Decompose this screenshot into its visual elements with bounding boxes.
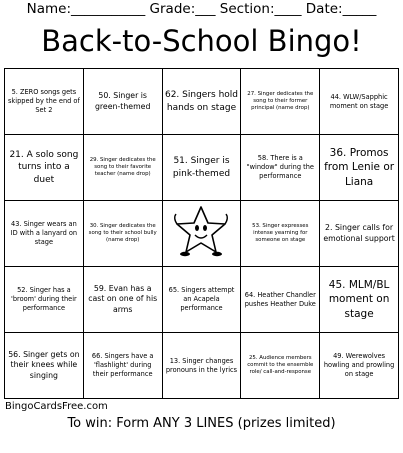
bingo-cell-text: 29. Singer dedicates the song to their favorite teacher (name drop) <box>89 156 156 178</box>
bingo-cell <box>241 201 320 267</box>
bingo-cell-text: 27. Singer dedicates the song to their former principal (name drop) <box>247 90 314 112</box>
bingo-cell-text: 62. Singers hold hands on stage <box>164 90 238 113</box>
bingo-cell <box>163 69 242 135</box>
bingo-cell <box>5 333 84 399</box>
win-rule: To win: Form ANY 3 LINES (prizes limited) <box>67 416 336 431</box>
bingo-cell-text: 64. Heather Chandler pushes Heather Duke <box>244 290 316 308</box>
bingo-cell <box>5 201 84 267</box>
bingo-cell-text: 43. Singer wears an ID with a lanyard on stage <box>10 220 78 246</box>
bingo-cell <box>320 135 399 201</box>
bingo-cell-text: 2. Singer calls for emotional support <box>323 222 395 243</box>
site-credit: BingoCardsFree.com <box>5 401 108 412</box>
bingo-cell <box>163 267 242 333</box>
bingo-cell-text: 59. Evan has a cast on one of his arms <box>88 283 158 314</box>
bingo-cell <box>320 267 399 333</box>
bingo-cell <box>320 69 399 135</box>
bingo-grid <box>4 68 399 399</box>
bingo-cell <box>320 201 399 267</box>
bingo-cell <box>84 201 163 267</box>
bingo-cell <box>84 333 163 399</box>
bingo-cell <box>320 333 399 399</box>
bingo-cell <box>84 135 163 201</box>
bingo-cell-text: 52. Singer has a 'broom' during their performance <box>11 286 77 312</box>
bingo-cell-text: 65. Singers attempt an Acapela performance <box>168 286 235 312</box>
bingo-cell-text: 45. MLM/BL moment on stage <box>328 279 390 320</box>
page-title: Back-to-School Bingo! <box>41 24 362 58</box>
bingo-cell <box>241 267 320 333</box>
star-mascot-icon <box>172 204 230 264</box>
bingo-cell-text: 21. A solo song turns into a duet <box>9 150 79 185</box>
bingo-cell <box>241 135 320 201</box>
bingo-cell-text: 13. Singer changes pronouns in the lyrics <box>165 356 238 374</box>
bingo-cell <box>84 267 163 333</box>
bingo-cell-text: 66. Singers have a 'flashlight' during their performance <box>91 352 154 378</box>
bingo-cell <box>163 333 242 399</box>
bingo-cell <box>163 135 242 201</box>
bingo-cell-text: 5. ZERO songs gets skipped by the end of Set 2 <box>8 88 80 114</box>
bingo-cell-text: 51. Singer is pink-themed <box>172 156 231 179</box>
bingo-cell-text: 49. Werewolves howling and prowling on stage <box>323 352 395 378</box>
bingo-cell <box>241 333 320 399</box>
bingo-cell-text: 25. Audience members commit to the ensemble role/ call-and-response <box>247 354 314 376</box>
bingo-cell-text: 58. There is a "window" during the performance <box>246 154 314 180</box>
bingo-cell-text: 56. Singer gets on their knees while singing <box>8 349 80 380</box>
bingo-cell <box>84 69 163 135</box>
bingo-cell-text: 53. Singer expresses intense yearning for someone on stage <box>252 222 309 244</box>
free-space-cell <box>163 201 242 267</box>
bingo-cell-text: 36. Promos from Lenie or Liana <box>324 147 395 188</box>
bingo-cell <box>5 69 84 135</box>
bingo-cell <box>5 267 84 333</box>
name-grade-section-date-line: Name:___________ Grade:___ Section:____ Date:_____ <box>26 1 377 17</box>
bingo-cell <box>241 69 320 135</box>
bingo-cell-text: 50. Singer is green-themed <box>94 90 151 111</box>
bingo-cell <box>5 135 84 201</box>
bingo-cell-text: 44. WLW/Sapphic moment on stage <box>329 92 389 110</box>
bingo-cell-text: 30. Singer dedicates the song to their school bully (name drop) <box>88 222 157 244</box>
